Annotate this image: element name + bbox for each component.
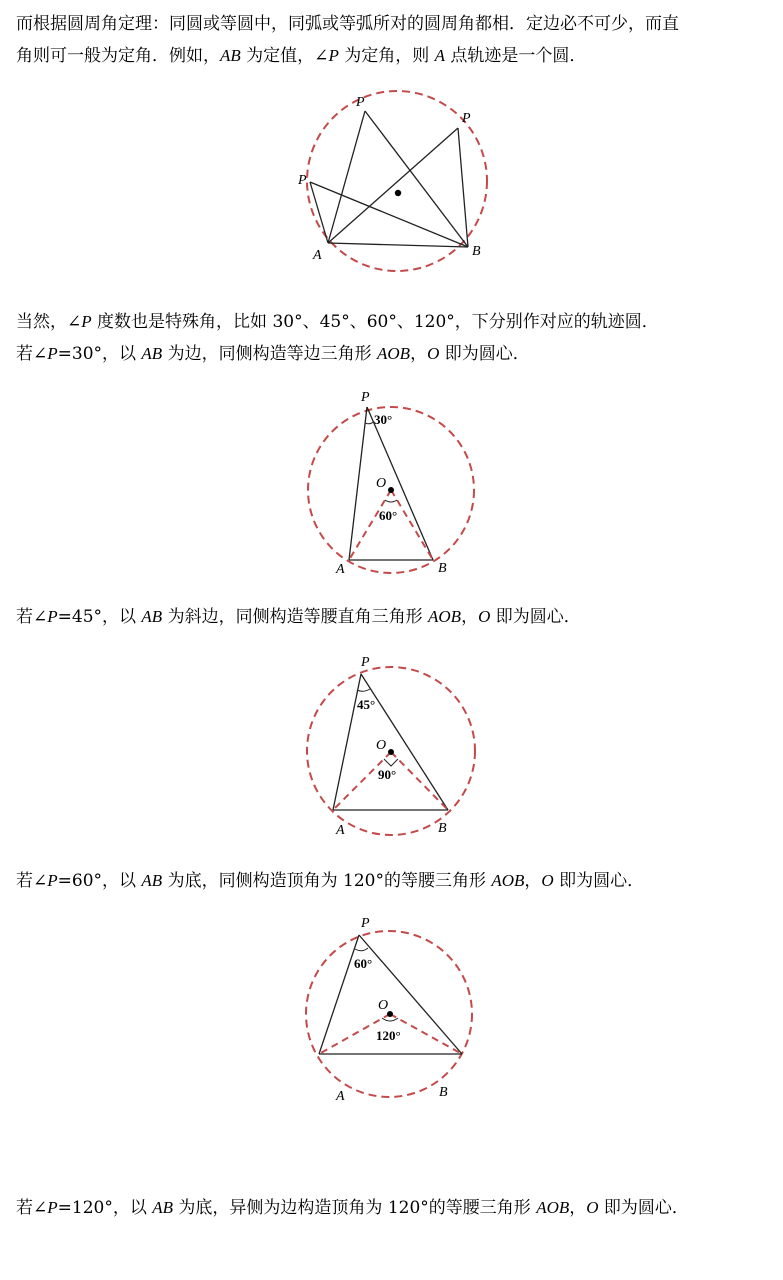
para6-text-3: 为底，异侧为边构造顶角为 120°的等腰三角形 <box>173 1198 537 1218</box>
para4-text-4: ， <box>461 607 479 627</box>
fig1-label-a: A <box>313 248 322 263</box>
fig1-segment-ab <box>328 243 468 247</box>
var-p: P <box>328 46 339 65</box>
fig3-label-b: B <box>438 821 447 836</box>
para6-line <box>16 1198 689 1218</box>
var-p: P <box>81 312 92 331</box>
fig4-angle-label-o: 120° <box>376 1028 401 1043</box>
fig4-label-b: B <box>439 1085 448 1100</box>
fig3-angle-label-p: 45° <box>357 697 376 712</box>
para1-text-1: 而根据圆周角定理：同圆或等圆中，同弧或等弧所对的圆周角都相．定边必不可少，而直 <box>16 14 679 34</box>
para2-line <box>16 312 659 332</box>
fig3-right-angle-mark <box>384 759 398 766</box>
fig2-segment-oa <box>349 490 391 560</box>
var-p: P <box>47 344 58 363</box>
var-ab: AB <box>220 46 241 65</box>
fig3-segment-pa <box>333 674 361 810</box>
fig3-segment-pb <box>361 674 448 810</box>
para6-text-2: =120°，以 <box>57 1198 153 1218</box>
var-aob: AOB <box>377 344 411 363</box>
para1-text-2: 角则可一般为定角．例如， <box>16 46 220 66</box>
para6-text-5: 即为圆心． <box>598 1198 689 1218</box>
para5-text-1: 若∠ <box>16 871 48 891</box>
fig4-angle-arc-p <box>355 948 368 951</box>
para4-text-2: =45°，以 <box>57 607 142 627</box>
fig2-center-dot <box>388 487 394 493</box>
var-p: P <box>47 1198 58 1217</box>
para1-text-3: 为定值，∠ <box>240 46 329 66</box>
var-ab: AB <box>152 1198 174 1217</box>
fig4-segment-ob <box>390 1014 462 1054</box>
var-o: O <box>541 871 554 890</box>
fig4-label-p: P <box>361 916 370 931</box>
para5-text-2: =60°，以 <box>57 871 142 891</box>
fig2-label-b: B <box>438 561 447 576</box>
para4-text-3: 为斜边，同侧构造等腰直角三角形 <box>162 607 429 627</box>
fig4-angle-arc-o <box>382 1018 398 1021</box>
para3-text-5: 即为圆心． <box>439 344 530 364</box>
figure-1-circle-locus <box>0 90 783 290</box>
fig4-label-o: O <box>378 998 389 1013</box>
fig3-center-dot <box>388 749 394 755</box>
fig1-center-dot <box>395 190 401 196</box>
fig2-label-p: P <box>361 390 370 405</box>
var-ab: AB <box>141 607 163 626</box>
fig2-angle-label-o: 60° <box>379 508 398 523</box>
para4-line <box>16 607 581 627</box>
fig1-segment-p2b <box>458 128 468 247</box>
para5-text-4: ， <box>524 871 542 891</box>
para3-text-2: =30°，以 <box>57 344 142 364</box>
var-a: A <box>434 46 446 65</box>
para3-line <box>16 344 530 364</box>
figure-2-angle-30 <box>0 385 783 585</box>
fig3-label-p: P <box>361 655 370 670</box>
fig3-segment-ob <box>391 752 448 810</box>
para6-text-4: ， <box>569 1198 587 1218</box>
fig3-label-a: A <box>336 823 345 838</box>
para3-text-4: ， <box>410 344 428 364</box>
fig3-angle-label-o: 90° <box>378 767 397 782</box>
var-aob: AOB <box>491 871 525 890</box>
fig1-label-b: B <box>472 244 481 259</box>
fig1-segment-p1a <box>328 111 365 243</box>
fig4-segment-pa <box>319 935 359 1054</box>
var-o: O <box>427 344 440 363</box>
para6-text-1: 若∠ <box>16 1198 48 1218</box>
fig2-segment-ob <box>391 490 433 560</box>
fig1-label-p1: P <box>356 95 365 110</box>
para2-text-1: 当然，∠ <box>16 312 82 332</box>
fig2-angle-arc-p <box>365 422 373 424</box>
figure-3-angle-45 <box>0 648 783 848</box>
para1-line2 <box>16 46 586 66</box>
fig2-segment-pa <box>349 407 367 560</box>
var-ab: AB <box>141 871 163 890</box>
fig1-segment-p1b <box>365 111 468 247</box>
var-aob: AOB <box>428 607 462 626</box>
var-ab: AB <box>141 344 163 363</box>
para2-text-2: 度数也是特殊角，比如 30°、45°、60°、120°，下分别作对应的轨迹圆． <box>91 312 659 332</box>
fig2-label-a: A <box>336 562 345 577</box>
para4-text-5: 即为圆心． <box>490 607 581 627</box>
fig2-angle-label-p: 30° <box>374 412 393 427</box>
fig1-label-p2: P <box>462 111 471 126</box>
fig3-angle-arc-p <box>357 689 370 691</box>
para1-line1 <box>16 14 679 34</box>
var-p: P <box>47 871 58 890</box>
para3-text-1: 若∠ <box>16 344 48 364</box>
para1-text-4: 为定角，则 <box>338 46 435 66</box>
para5-text-5: 即为圆心． <box>553 871 645 891</box>
para3-text-3: 为边，同侧构造等边三角形 <box>162 344 378 364</box>
fig4-label-a: A <box>336 1089 345 1104</box>
para1-text-5: 点轨迹是一个圆． <box>445 46 587 66</box>
var-o: O <box>478 607 491 626</box>
fig2-label-o: O <box>376 476 387 491</box>
fig1-label-p3: P <box>298 173 307 188</box>
fig2-angle-arc-o <box>385 500 397 502</box>
para4-text-1: 若∠ <box>16 607 48 627</box>
var-aob: AOB <box>536 1198 570 1217</box>
fig3-label-o: O <box>376 738 387 753</box>
var-p: P <box>47 607 58 626</box>
fig1-segment-p2a <box>328 128 458 243</box>
figure-4-angle-60 <box>0 910 783 1110</box>
fig4-angle-label-p: 60° <box>354 956 373 971</box>
para5-line <box>16 871 644 891</box>
var-o: O <box>586 1198 599 1217</box>
fig4-segment-pb <box>359 935 462 1054</box>
para5-text-3: 为底，同侧构造顶角为 120°的等腰三角形 <box>162 871 492 891</box>
